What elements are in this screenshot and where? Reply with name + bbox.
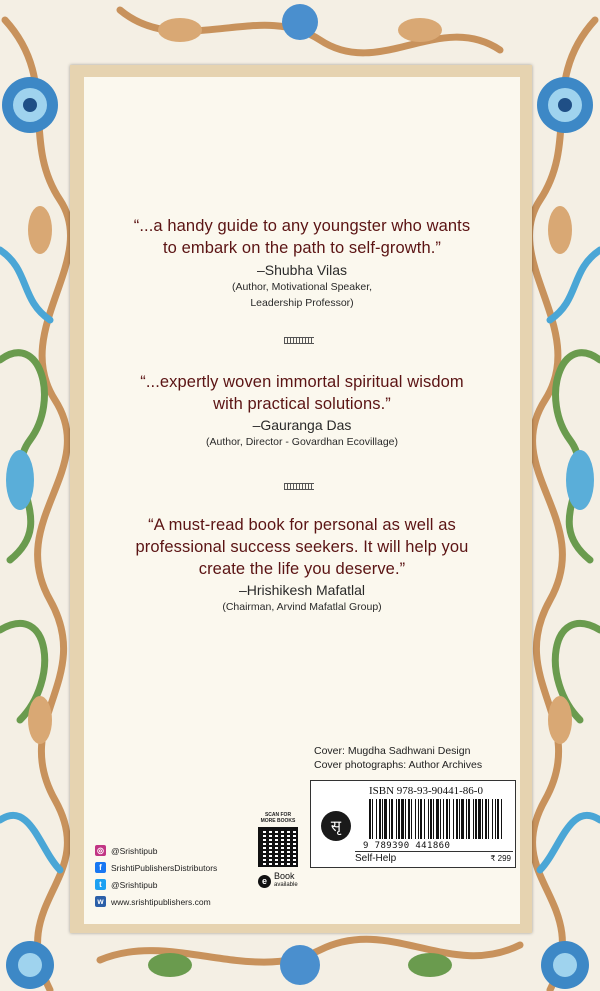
barcode-bar [443,799,444,839]
section-divider [284,337,314,344]
barcode-bar [440,799,441,839]
ebook-icon: e [258,875,271,888]
globe-icon: w [95,896,106,907]
quote-2-role-line-1: (Author, Director - Govardhan Ecovillage) [206,436,398,448]
barcode-bar [405,799,406,839]
barcode-bar [398,799,400,839]
barcode-bar [389,799,390,839]
barcode-bar [369,799,371,839]
social-links [95,842,217,910]
genre-price-row [355,851,513,866]
barcode-bar [497,799,499,839]
twitter-icon: t [95,879,106,890]
barcode-bar [456,799,458,839]
barcode-bar [415,799,416,839]
qr-code[interactable] [258,827,298,867]
quote-1-line-1: “...a handy guide to any youngster who wants [133,217,471,235]
qr-label-line-2: MORE BOOKS [260,818,296,824]
price-label: ₹ 299 [490,854,511,863]
quote-2-line-1: “...expertly woven immortal spiritual wisdom [140,373,464,391]
barcode-bar [478,799,481,839]
barcode-bar [453,799,454,839]
barcode-bar [449,799,450,839]
social-link-instagram[interactable] [95,842,217,859]
barcode-bar [485,799,487,839]
qr-block [258,812,298,890]
barcode-bar [379,799,381,839]
social-link-facebook[interactable] [95,859,217,876]
isbn-label: ISBN 978-93-90441-86-0 [369,785,483,797]
social-text: SrishtiPublishersDistributors [111,862,218,873]
quote-2-author: –Gauranga Das [252,417,352,433]
barcode-bar [501,799,502,839]
barcode-bar [418,799,419,839]
barcode-bar [382,799,383,839]
social-link-twitter[interactable] [95,876,217,893]
barcode-bar [488,799,489,839]
barcode-bar [446,799,448,839]
social-text: @Srishtipub [111,879,158,890]
isbn-box [310,780,516,868]
quote-3-role-line-1: (Chairman, Arvind Mafatlal Group) [222,601,382,613]
barcode-bar [376,799,377,839]
barcode-bar [459,799,460,839]
barcode-bar [372,799,373,839]
barcode-bar [475,799,477,839]
barcode-bar [401,799,404,839]
barcode-bar [468,799,470,839]
barcode [367,799,505,845]
quote-1-author: –Shubha Vilas [256,262,348,278]
quote-2-line-2: with practical solutions.” [213,395,391,413]
barcode-bar [492,799,493,839]
ebook-badge [258,872,298,890]
barcode-bar [436,799,439,839]
qr-label-line-1: SCAN FOR [264,812,292,818]
social-text: www.srishtipublishers.com [111,896,211,907]
barcode-bar [411,799,412,839]
instagram-icon: ◎ [95,845,106,856]
quote-1-role-line-1: (Author, Motivational Speaker, [231,281,373,293]
barcode-bar [384,799,387,839]
barcode-bar [495,799,496,839]
barcode-number: 9 789390 441860 [363,841,451,851]
facebook-icon: f [95,862,106,873]
quote-3-author: –Hrishikesh Mafatlal [238,582,366,598]
quote-3-line-2: professional success seekers. It will help you [135,538,469,556]
cover-photo-credit: Cover photographs: Author Archives [314,759,483,771]
barcode-bar [466,799,467,839]
barcode-bar [420,799,422,839]
social-link-website[interactable] [95,893,217,910]
barcode-bar [428,799,429,839]
barcode-bar [396,799,397,839]
barcode-bar [473,799,474,839]
barcode-bar [430,799,432,839]
barcode-bar [391,799,393,839]
social-text: @Srishtipub [111,845,158,856]
quote-1-role-line-2: Leadership Professor) [250,297,354,309]
section-divider [284,483,314,490]
barcode-bar [424,799,425,839]
quote-3-line-3: create the life you deserve.” [198,560,406,578]
quote-1-line-2: to embark on the path to self-growth.” [162,239,442,257]
barcode-bar [433,799,434,839]
cover-design-credit: Cover: Mugdha Sadhwani Design [314,745,471,757]
quote-3-line-1: “A must-read book for personal as well as [148,516,456,534]
genre-label: Self-Help [355,853,397,864]
publisher-logo: सृ [321,811,351,841]
barcode-bar [482,799,483,839]
barcode-bar [408,799,410,839]
barcode-bar [461,799,464,839]
ebook-label: Book [274,871,295,881]
ebook-available: available [274,882,298,888]
